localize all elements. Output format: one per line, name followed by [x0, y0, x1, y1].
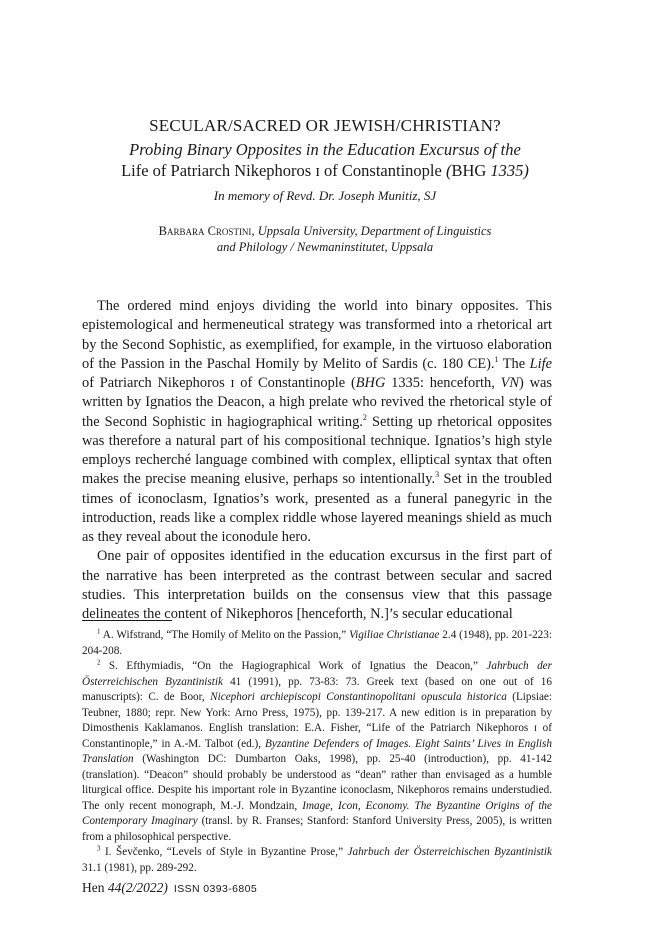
fn1-text-a: A. Wifstrand, “The Homily of Melito on the Passion,” — [100, 629, 350, 641]
footnote-number-1: 1 — [97, 627, 101, 636]
fn2-text-c: (Lipsiae: Teubner, 1880; repr. New York: Arno Press, 1975), pp. 139-217. A new edition is in preparation by Dimosthenis Kaklamanos. English translation: E.A. Fisher, “Life of the Patriarch Nikephoros ɪ of Constantinople,” in A.-M. Talbot (ed.), — [82, 691, 552, 750]
fn3-text-a: I. Ševčenko, “Levels of Style in Byzantine Prose,” — [100, 846, 348, 858]
p1-bhg: BHG — [355, 375, 386, 391]
subtitle-paren-open: ( — [445, 161, 452, 180]
footnotes — [82, 628, 552, 876]
subtitle-line-2-text: Life of Patriarch Nikephoros ɪ of Constantinople — [121, 161, 446, 180]
article-title: SECULAR/SACRED OR JEWISH/CHRISTIAN? — [149, 116, 501, 135]
fn2-book-1: Nicephori archiepiscopi Constantinopolitani opuscula historica — [210, 691, 507, 703]
fn2-text-d: (Washington DC: Dumbarton Oaks, 1998), pp. 25-40 (introduction), pp. 41-142 (translation). “Deacon” should probably be understood as “dean” rather than envisaged as a humble liturgical office. Despite his important role in Byzantine iconoclasm, Nikephoros remains understudied. The only recent monograph, M.-J. Mondzain, — [82, 753, 552, 812]
p1-text-b: The — [498, 355, 530, 372]
footnote-ref-3[interactable]: 3 — [435, 470, 440, 480]
p1-life: Life — [529, 355, 552, 372]
paragraph-2: One pair of opposites identified in the education excursus in the first part of the narrative has been interpreted as the contrast between secular and sacred studies. This interpretation builds on the consensus view that this passage delineates the content of Nikephoros [henceforth, N.]’s secular educational — [82, 548, 552, 622]
footnote-ref-2[interactable]: 2 — [362, 412, 367, 422]
dedication: In memory of Revd. Dr. Joseph Munitiz, SJ — [213, 188, 437, 203]
subtitle-bhg-number: 1335) — [490, 161, 529, 180]
footnote-1 — [82, 628, 552, 659]
fn2-journal: Jahrbuch der Österreichischen Byzantinistik — [82, 660, 552, 688]
fn3-journal: Jahrbuch der Österreichischen Byzantinistik — [347, 846, 552, 858]
page-footer — [82, 880, 257, 896]
paragraph-1 — [82, 297, 552, 547]
footer-issn: ISSN 0393-6805 — [173, 883, 258, 895]
subtitle-line-2 — [60, 160, 590, 181]
footer-issue: 44(2/2022) — [107, 880, 168, 895]
fn2-text-e: (transl. by R. Franses; Stanford: Stanford University Press, 2005), is written from a philosophical perspective. — [82, 815, 552, 843]
p1-text-g: Set in the troubled times of iconoclasm, Ignatios’s work, presented as a funeral panegyric in the introduction, reads like a complex riddle whose layered meanings shield as much as they reveal about the iconodule hero. — [82, 471, 553, 545]
footnote-ref-1[interactable]: 1 — [494, 354, 499, 364]
main-text — [82, 297, 552, 624]
fn2-text-b: 41 (1991), pp. 73-83: 73. Greek text (based on one out of 16 manuscripts): C. de Boor, — [82, 675, 552, 703]
subtitle-bhg: BHG — [451, 161, 491, 180]
fn3-text-b: 31.1 (1981), pp. 289-292. — [82, 861, 197, 874]
p1-text-c: of Patriarch Nikephoros ɪ of Constantinople ( — [82, 375, 356, 391]
p1-text-d: 1335: henceforth, — [385, 375, 501, 391]
p1-text-e: ) was written by Ignatios the Deacon, a high prelate who revived the rhetorical style of the Second Sophistic in hagiographical writing. — [82, 375, 552, 430]
fn1-text-b: 2.4 (1948), pp. 201-223: 204-208. — [82, 629, 552, 657]
p1-text-a: The ordered mind enjoys dividing the world into binary opposites. This epistemological and hermeneutical strategy was transformed into a rhetorical art by the Second Sophistic, as exemplified, for example, in the virtuoso elaboration of the Passion in the Paschal Homily by Melito of Sardis (c. 180 CE). — [82, 298, 552, 372]
footnote-2 — [82, 659, 552, 845]
author-affiliation-2: and Philology / Newmaninstitutet, Uppsala — [216, 240, 434, 254]
footnote-number-3: 3 — [97, 844, 101, 853]
author-line-1 — [100, 223, 550, 239]
author-affiliation-1: , Uppsala University, Department of Linguistics — [251, 224, 492, 238]
footnote-number-2: 2 — [97, 658, 101, 667]
fn2-book-2: Byzantine Defenders of Images. Eight Saints’ Lives in English Translation — [82, 737, 552, 765]
p1-text-f: Setting up rhetorical opposites was therefore a natural part of his compositional technique. Ignatios’s high style employs recherché language combined with complex, elliptical syntax that often makes the precise meaning elusive, perhaps so intentionally. — [82, 413, 553, 488]
author-block — [100, 223, 550, 255]
footnote-separator — [82, 620, 172, 621]
fn2-text-a: S. Efthymiadis, “On the Hagiographical Work of Ignatius the Deacon,” — [100, 660, 487, 672]
footer-journal: Hen — [82, 880, 108, 895]
fn2-book-3: Image, Icon, Economy. The Byzantine Origins of the Contemporary Imaginary — [82, 799, 552, 827]
subtitle-line-1: Probing Binary Opposites in the Education Excursus of the — [129, 140, 521, 159]
fn1-journal: Vigiliae Christianae — [349, 629, 440, 641]
author-name: Barbara Crostini — [158, 224, 252, 238]
p1-vn: VN — [500, 375, 520, 391]
footnote-3 — [82, 845, 552, 876]
article-subtitle — [60, 139, 590, 181]
